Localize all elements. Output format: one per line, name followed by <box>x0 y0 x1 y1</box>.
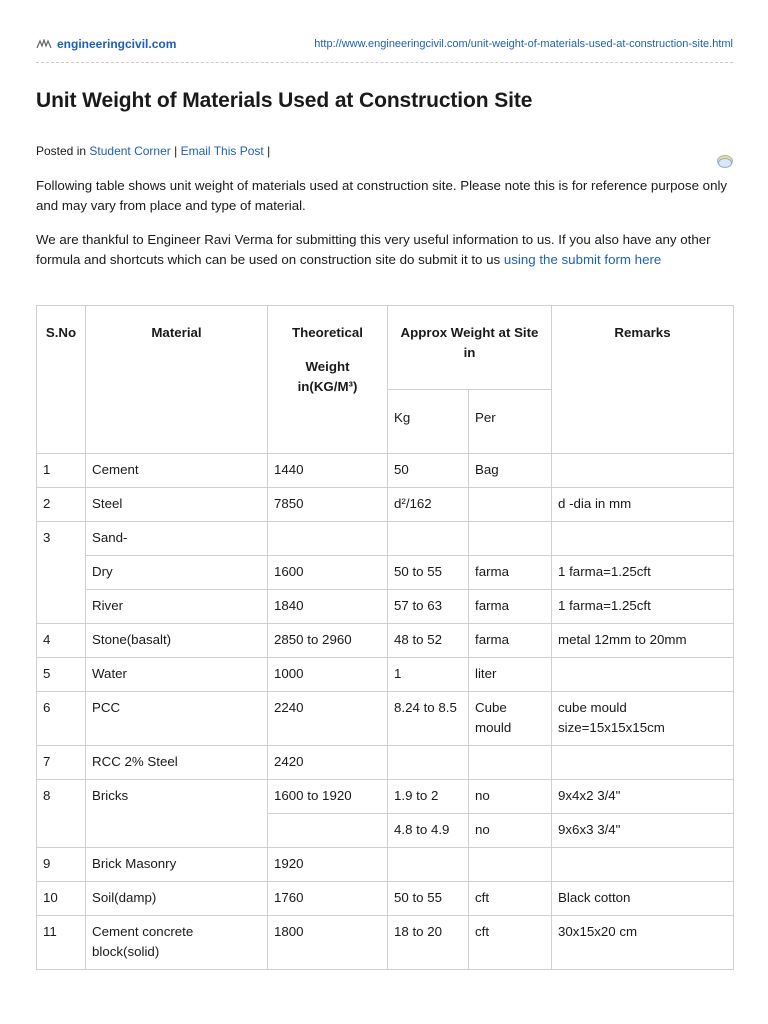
cell-sno: 11 <box>37 916 86 970</box>
cell-material: Steel <box>86 488 268 522</box>
cell-material: Cement concrete block(solid) <box>86 916 268 970</box>
cell-theoretical: 1000 <box>268 658 388 692</box>
cell-kg: 1.9 to 2 <box>388 780 469 814</box>
cell-theoretical: 1440 <box>268 454 388 488</box>
cell-theoretical: 1760 <box>268 882 388 916</box>
cell-sno: 3 <box>37 522 86 624</box>
cell-remarks <box>552 848 734 882</box>
cell-material: Cement <box>86 454 268 488</box>
cell-per <box>469 746 552 780</box>
header-material: Material <box>86 306 268 454</box>
cell-kg: d²/162 <box>388 488 469 522</box>
thanks-paragraph <box>36 230 736 270</box>
thanks-text: We are thankful to Engineer Ravi Verma for submitting this very useful information to us. If you also have any other formula and shortcuts which can be used on construction site do submit it to us <box>36 232 711 267</box>
table-row <box>37 454 734 488</box>
cell-theoretical: 2420 <box>268 746 388 780</box>
cell-material: PCC <box>86 692 268 746</box>
cell-remarks: 9x6x3 3/4" <box>552 814 734 848</box>
cell-theoretical <box>268 814 388 848</box>
cell-sno: 9 <box>37 848 86 882</box>
cell-material: River <box>86 590 268 624</box>
cell-material: RCC 2% Steel <box>86 746 268 780</box>
cell-per <box>469 522 552 556</box>
cell-per: Bag <box>469 454 552 488</box>
header-approx-weight: Approx Weight at Site in <box>388 306 552 390</box>
cell-per: cft <box>469 882 552 916</box>
cell-per: farma <box>469 624 552 658</box>
cell-remarks: 30x15x20 cm <box>552 916 734 970</box>
cell-theoretical: 2240 <box>268 692 388 746</box>
cell-per: cft <box>469 916 552 970</box>
header-theoretical <box>268 306 388 454</box>
cell-sno: 2 <box>37 488 86 522</box>
cell-theoretical: 1840 <box>268 590 388 624</box>
cell-per: Cube mould <box>469 692 552 746</box>
cell-remarks: 1 farma=1.25cft <box>552 590 734 624</box>
cell-per: farma <box>469 556 552 590</box>
table-row <box>37 882 734 916</box>
cell-theoretical: 1600 to 1920 <box>268 780 388 814</box>
cell-material: Brick Masonry <box>86 848 268 882</box>
cell-theoretical: 7850 <box>268 488 388 522</box>
cell-remarks: Black cotton <box>552 882 734 916</box>
table-row <box>37 658 734 692</box>
cell-kg: 57 to 63 <box>388 590 469 624</box>
table-row <box>37 746 734 780</box>
cell-sno: 7 <box>37 746 86 780</box>
cell-remarks: d -dia in mm <box>552 488 734 522</box>
cell-sno: 4 <box>37 624 86 658</box>
brand-name: engineeringcivil.com <box>57 37 177 51</box>
cell-remarks <box>552 522 734 556</box>
intro-paragraph: Following table shows unit weight of materials used at construction site. Please note this is for reference purpose only and may vary from place and type of material. <box>36 178 728 213</box>
table-row <box>37 848 734 882</box>
header-remarks: Remarks <box>552 306 734 454</box>
site-header <box>36 36 733 63</box>
cell-remarks <box>552 454 734 488</box>
header-theoretical-line1: Theoretical <box>292 325 363 340</box>
cell-theoretical: 1800 <box>268 916 388 970</box>
cell-sno: 5 <box>37 658 86 692</box>
cell-sno: 10 <box>37 882 86 916</box>
cell-per: no <box>469 814 552 848</box>
table-row <box>37 590 734 624</box>
separator: | <box>174 144 178 158</box>
cell-remarks: cube mould size=15x15x15cm <box>552 692 734 746</box>
header-per: Per <box>469 390 552 454</box>
header-sno: S.No <box>37 306 86 454</box>
table-row <box>37 780 734 814</box>
cell-theoretical <box>268 522 388 556</box>
cell-kg: 8.24 to 8.5 <box>388 692 469 746</box>
cell-kg: 50 to 55 <box>388 556 469 590</box>
brand-logo-icon <box>36 39 52 49</box>
site-brand[interactable] <box>36 37 176 51</box>
cell-remarks: 1 farma=1.25cft <box>552 556 734 590</box>
cell-material: Water <box>86 658 268 692</box>
cell-remarks: metal 12mm to 20mm <box>552 624 734 658</box>
page-url-link[interactable]: http://www.engineeringcivil.com/unit-weight-of-materials-used-at-construction-site.html <box>314 38 733 50</box>
cell-theoretical: 2850 to 2960 <box>268 624 388 658</box>
cell-remarks <box>552 746 734 780</box>
cell-material: Soil(damp) <box>86 882 268 916</box>
cell-remarks <box>552 658 734 692</box>
cell-sno: 8 <box>37 780 86 848</box>
cell-kg <box>388 746 469 780</box>
cell-per <box>469 488 552 522</box>
cell-kg: 48 to 52 <box>388 624 469 658</box>
cell-sno: 1 <box>37 454 86 488</box>
page-title: Unit Weight of Materials Used at Construction Site <box>36 89 533 112</box>
table-row <box>37 556 734 590</box>
posted-in-label: Posted in <box>36 144 87 158</box>
table-row <box>37 624 734 658</box>
cell-per: no <box>469 780 552 814</box>
cell-remarks: 9x4x2 3/4" <box>552 780 734 814</box>
table-row <box>37 488 734 522</box>
cell-theoretical: 1920 <box>268 848 388 882</box>
category-link[interactable]: Student Corner <box>89 144 171 158</box>
cell-kg: 4.8 to 4.9 <box>388 814 469 848</box>
cell-kg: 50 to 55 <box>388 882 469 916</box>
cell-material: Stone(basalt) <box>86 624 268 658</box>
cell-kg <box>388 522 469 556</box>
cell-sno: 6 <box>37 692 86 746</box>
post-meta <box>36 144 270 158</box>
cell-material: Sand- <box>86 522 268 556</box>
table-row <box>37 692 734 746</box>
cell-kg: 18 to 20 <box>388 916 469 970</box>
cell-kg <box>388 848 469 882</box>
comment-bubble-icon[interactable] <box>716 154 734 170</box>
cell-material: Bricks <box>86 780 268 848</box>
cell-kg: 50 <box>388 454 469 488</box>
submit-form-link[interactable]: using the submit form here <box>503 252 662 267</box>
cell-per: farma <box>469 590 552 624</box>
materials-table <box>36 305 734 970</box>
table-row <box>37 522 734 556</box>
separator: | <box>267 144 271 158</box>
cell-theoretical: 1600 <box>268 556 388 590</box>
cell-per <box>469 848 552 882</box>
cell-kg: 1 <box>388 658 469 692</box>
cell-material: Dry <box>86 556 268 590</box>
table-row <box>37 916 734 970</box>
email-post-link[interactable]: Email This Post <box>180 144 264 158</box>
header-kg: Kg <box>388 390 469 454</box>
cell-per: liter <box>469 658 552 692</box>
header-theoretical-line2: Weight in(KG/M³) <box>297 359 358 394</box>
